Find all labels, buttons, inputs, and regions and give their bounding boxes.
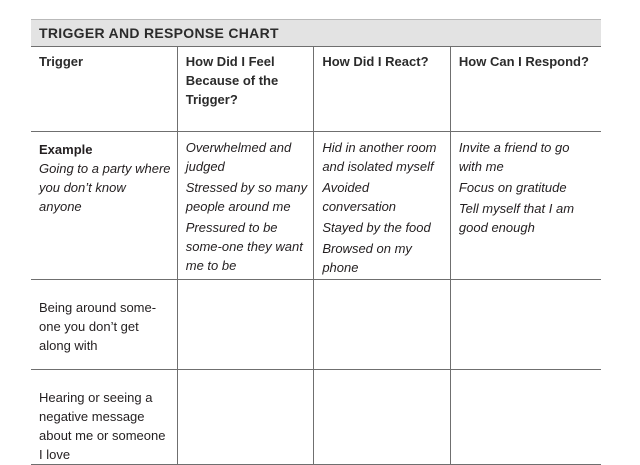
table-row [31, 369, 601, 464]
example-reaction: Stayed by the food [322, 219, 431, 235]
example-response: Invite a friend to go with me [458, 139, 570, 174]
feel-cell-empty[interactable] [177, 279, 314, 369]
react-cell-empty[interactable] [314, 369, 451, 464]
example-trigger-cell [31, 131, 177, 279]
example-label: Example [39, 141, 93, 157]
example-trigger-text: Going to a party where you don’t know anyone [39, 160, 171, 214]
chart-title: TRIGGER AND RESPONSE CHART [31, 20, 601, 47]
trigger-text: Being around some-one you don’t get along with [39, 299, 157, 353]
example-feeling: Stressed by so many people around me [185, 179, 308, 214]
example-respond-cell [450, 131, 601, 279]
example-feeling: Pressured to be some-one they want me to be [185, 219, 303, 273]
feel-cell-empty[interactable] [177, 369, 314, 464]
example-reaction: Avoided conversation [322, 179, 397, 214]
example-response: Focus on gratitude [458, 179, 567, 195]
header-row [31, 47, 601, 131]
example-react-cell [314, 131, 451, 279]
trigger-response-chart [31, 19, 601, 465]
trigger-cell [31, 369, 177, 464]
example-feeling: Overwhelmed and judged [185, 139, 292, 174]
example-response: Tell myself that I am good enough [458, 200, 575, 235]
header-trigger: Trigger [31, 47, 177, 131]
header-react: How Did I React? [314, 47, 451, 131]
example-reaction: Hid in another room and isolated myself [322, 139, 437, 174]
example-reaction: Browsed on my phone [322, 240, 412, 275]
trigger-cell [31, 279, 177, 369]
header-respond: How Can I Respond? [450, 47, 601, 131]
table-row [31, 279, 601, 369]
respond-cell-empty[interactable] [450, 369, 601, 464]
chart-table [31, 47, 601, 464]
example-feel-cell [177, 131, 314, 279]
example-row [31, 131, 601, 279]
trigger-text: Hearing or seeing a negative message about me or someone I love [39, 389, 166, 462]
respond-cell-empty[interactable] [450, 279, 601, 369]
react-cell-empty[interactable] [314, 279, 451, 369]
header-feel: How Did I Feel Because of the Trigger? [177, 47, 314, 131]
